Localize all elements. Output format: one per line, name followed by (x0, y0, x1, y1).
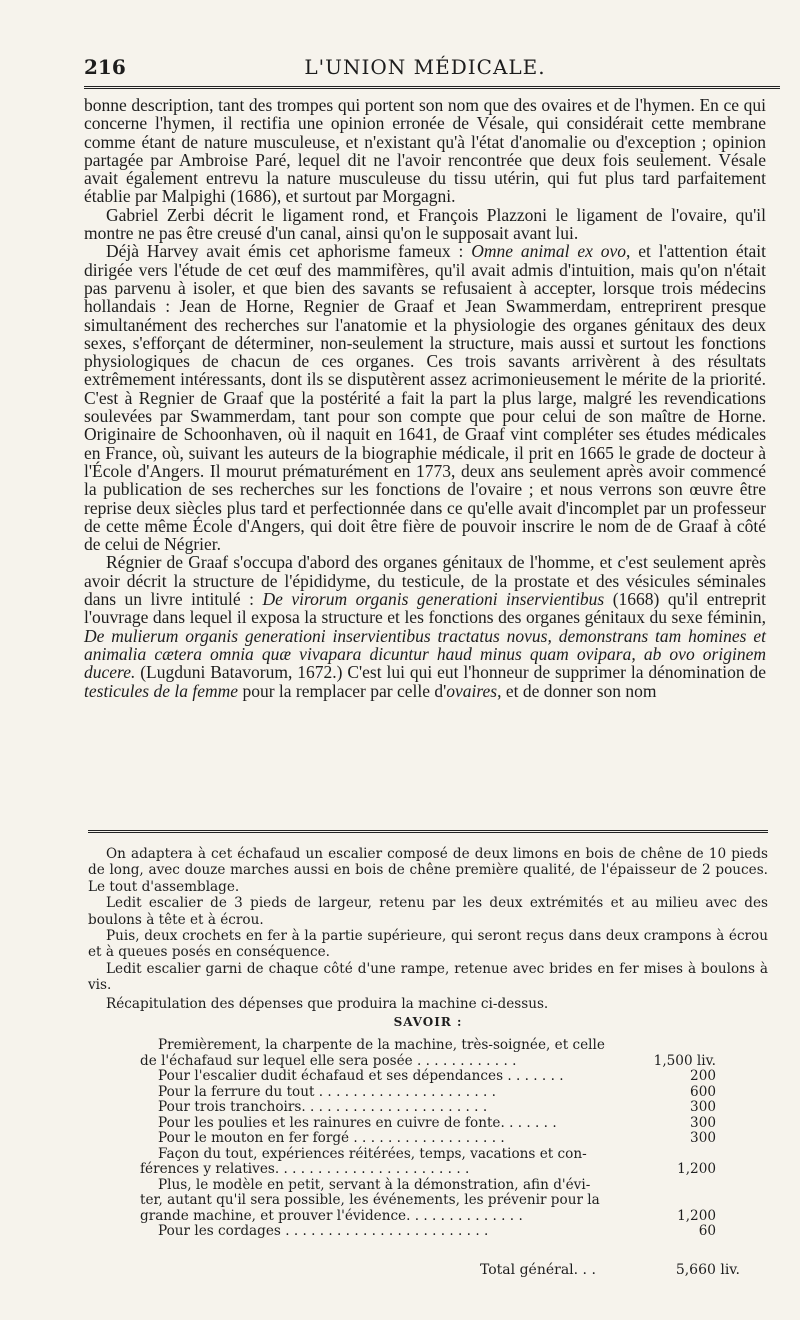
cost-row (140, 1224, 770, 1240)
cost-label-continuation: férences y relatives. . . . . . . . . . . . . . . . . . . . . . . (140, 1161, 470, 1177)
cost-label: Pour l'escalier dudit échafaud et ses dépendances . . . . . . . (158, 1068, 564, 1084)
cost-row (140, 1147, 770, 1178)
cost-amount: 300 (690, 1114, 716, 1131)
cost-row (140, 1178, 770, 1225)
cost-amount: 1,200 (677, 1161, 716, 1177)
notice-paragraph: Puis, deux crochets en fer à la partie supérieure, qui seront reçus dans deux crampons à écrou et à queues posés en conséquence. (88, 928, 768, 961)
cost-label: Pour la ferrure du tout . . . . . . . . . . . . . . . . . . . . . (158, 1083, 496, 1100)
cost-amount: 300 (690, 1099, 716, 1115)
header-rule (84, 86, 780, 89)
cost-row (140, 1085, 770, 1101)
cost-row (140, 1131, 770, 1147)
total-label: Total général. . . (480, 1262, 596, 1278)
article-paragraph: Déjà Harvey avait émis cet aphorisme fameux : Omne animal ex ovo, et l'attention était dirigée vers l'étude de cet œuf des mammifères, qu'il avait admis d'intuition, mais qu'on n'était pas parvenu à isoler, et que bien des savants se refusaient à accepter, lorsque trois médecins hollandais : Jean de Horne, Regnier de Graaf et Jean Swammerdam, entreprirent presque simultanément des recherches sur l'anatomie et la physiologie des organes génitaux des deux sexes, s'efforçant de déterminer, non-seulement la structure, mais aussi et surtout les fonctions physiologiques de chacun de ces organes. Ces trois savants arrivèrent à des résultats extrêmement intéressants, dont ils se disputèrent assez acrimonieusement le mérite de la priorité. C'est à Regnier de Graaf que la postérité a fait la part la plus large, malgré les revendications soulevées par Swammerdam, tant pour son compte que pour celui de son maître de Horne. Originaire de Schoonhaven, où il naquit en 1641, de Graaf vint compléter ses études médicales en France, où, suivant les auteurs de la biographie médicale, il prit en 1665 le grade de docteur à l'École d'Angers. Il mourut prématurément en 1773, deux ans seulement après avoir commencé la publication de ses recherches sur les fonctions de l'ovaire ; et nous verrons son œuvre être reprise deux siècles plus tard et perfectionnée dans ce qu'elle avait d'incomplet par un professeur de cette même École d'Angers, qui doit être fière de pouvoir inscrire le nom de de Graaf à côté de celui de Négrier. (84, 241, 766, 555)
feuilleton-section (88, 846, 768, 1032)
notice-paragraph: On adaptera à cet échafaud un escalier composé de deux limons en bois de chêne de 10 pieds de long, avec douze marches aussi en bois de chêne première qualité, de l'épaisseur de 2 pouces. Le tout d'assemblage. (88, 846, 768, 895)
total-row (480, 1262, 740, 1278)
article-paragraph: Gabriel Zerbi décrit le ligament rond, et François Plazzoni le ligament de l'ovaire, qu'il montre ne pas être creusé d'un canal, ainsi qu'on le supposait avant lui. (84, 204, 766, 244)
notice-paragraph: Ledit escalier de 3 pieds de largeur, retenu par les deux extrémités et au milieu avec des boulons à tête et à écrou. (88, 895, 768, 928)
latin-aphorism: Omne animal ex ovo (471, 241, 627, 262)
cost-label: Pour les cordages . . . . . . . . . . . . . . . . . . . . . . . . (158, 1223, 489, 1239)
cost-label: Pour les poulies et les rainures en cuivre de fonte. . . . . . . (158, 1114, 557, 1131)
savoir-heading: SAVOIR : (393, 1015, 463, 1030)
cost-label: Pour trois tranchoirs. . . . . . . . . . . . . . . . . . . . . . (158, 1099, 488, 1115)
section-divider (88, 830, 768, 833)
cost-label: Pour le mouton en fer forgé . . . . . . . . . . . . . . . . . . (158, 1130, 505, 1146)
term: ovaires (446, 680, 498, 701)
cost-label: Plus, le modèle en petit, servant à la démonstration, afin d'évi- (158, 1176, 591, 1193)
cost-row (140, 1116, 770, 1132)
book-title: De virorum organis generationi inservientibus (262, 589, 605, 610)
total-amount: 5,660 liv. (675, 1262, 740, 1278)
cost-amount: 1,200 (677, 1207, 716, 1224)
cost-amount: 300 (690, 1130, 716, 1146)
page-number: 216 (84, 55, 126, 79)
cost-row (140, 1100, 770, 1116)
article-paragraph: Régnier de Graaf s'occupa d'abord des organes génitaux de l'homme, et c'est seulement après avoir décrit la structure de l'épididyme, du testicule, de la prostate et des vésicules séminales dans un livre intitulé : De virorum organis generationi inservientibus (1668) qu'il entreprit l'ouvrage dans lequel il exposa la structure et les fonctions des organes génitaux du sexe féminin, De mulierum organis generationi inservientibus tractatus novus, demonstrans tam homines et animalia cætera omnia quæ vivapara dicuntur haud minus quam ovipara, ab ovo originem ducere. (Lugduni Batavorum, 1672.) C'est lui qui eut l'honneur de supprimer la dénomination de testicules de la femme pour la remplacer par celle d'ovaires, et de donner son nom (84, 552, 766, 701)
page-header (84, 52, 766, 82)
article-paragraph: bonne description, tant des trompes qui portent son nom que des ovaires et de l'hymen. En ce qui concerne l'hymen, il rectifia une opinion erronée de Vésale, qui considérait cette membrane comme étant de nature musculeuse, et n'existant qu'à l'état d'anomalie ou d'exception ; opinion partagée par Ambroise Paré, lequel dit ne l'avoir rencontrée que deux fois seulement. Vésale avait également entrevu la nature musculeuse du tissu utérin, qui fut plus tard parfaitement établie par Malpighi (1686), et surtout par Morgagni. (84, 95, 766, 207)
notice-paragraph: Ledit escalier garni de chaque côté d'une rampe, retenue avec brides en fer mises à boulons à vis. (88, 960, 768, 994)
term: testicules de la femme (84, 680, 239, 701)
cost-label-continuation: de l'échafaud sur lequel elle sera posée . . . . . . . . . . . . (140, 1052, 517, 1069)
cost-amount: 1,500 liv. (653, 1052, 716, 1069)
cost-row (140, 1069, 770, 1085)
book-title: De mulierum organis generationi inservientibus tractatus novus, demonstrans tam homines et animalia cætera omnia quæ vivapara dicuntur haud minus quam ovipara, ab ovo originem ducere. (84, 625, 766, 683)
cost-label: Façon du tout, expériences réitérées, temps, vacations et con- (158, 1145, 587, 1162)
recap-heading: Récapitulation des dépenses que produira la machine ci-dessus. (106, 995, 549, 1012)
article-body (84, 96, 766, 700)
cost-label-continuation: ter, autant qu'il sera possible, les événements, les prévenir pour la grande machine, et prouver l'évidence. . . . . . . . . . . . . . (140, 1192, 600, 1224)
cost-label: Premièrement, la charpente de la machine, très-soignée, et celle (158, 1037, 605, 1053)
cost-amount: 200 (690, 1068, 716, 1084)
cost-row (140, 1038, 770, 1069)
cost-amount: 600 (690, 1083, 716, 1100)
running-title: L'UNION MÉDICALE. (304, 55, 546, 79)
cost-table (140, 1038, 770, 1240)
cost-amount: 60 (698, 1223, 716, 1239)
